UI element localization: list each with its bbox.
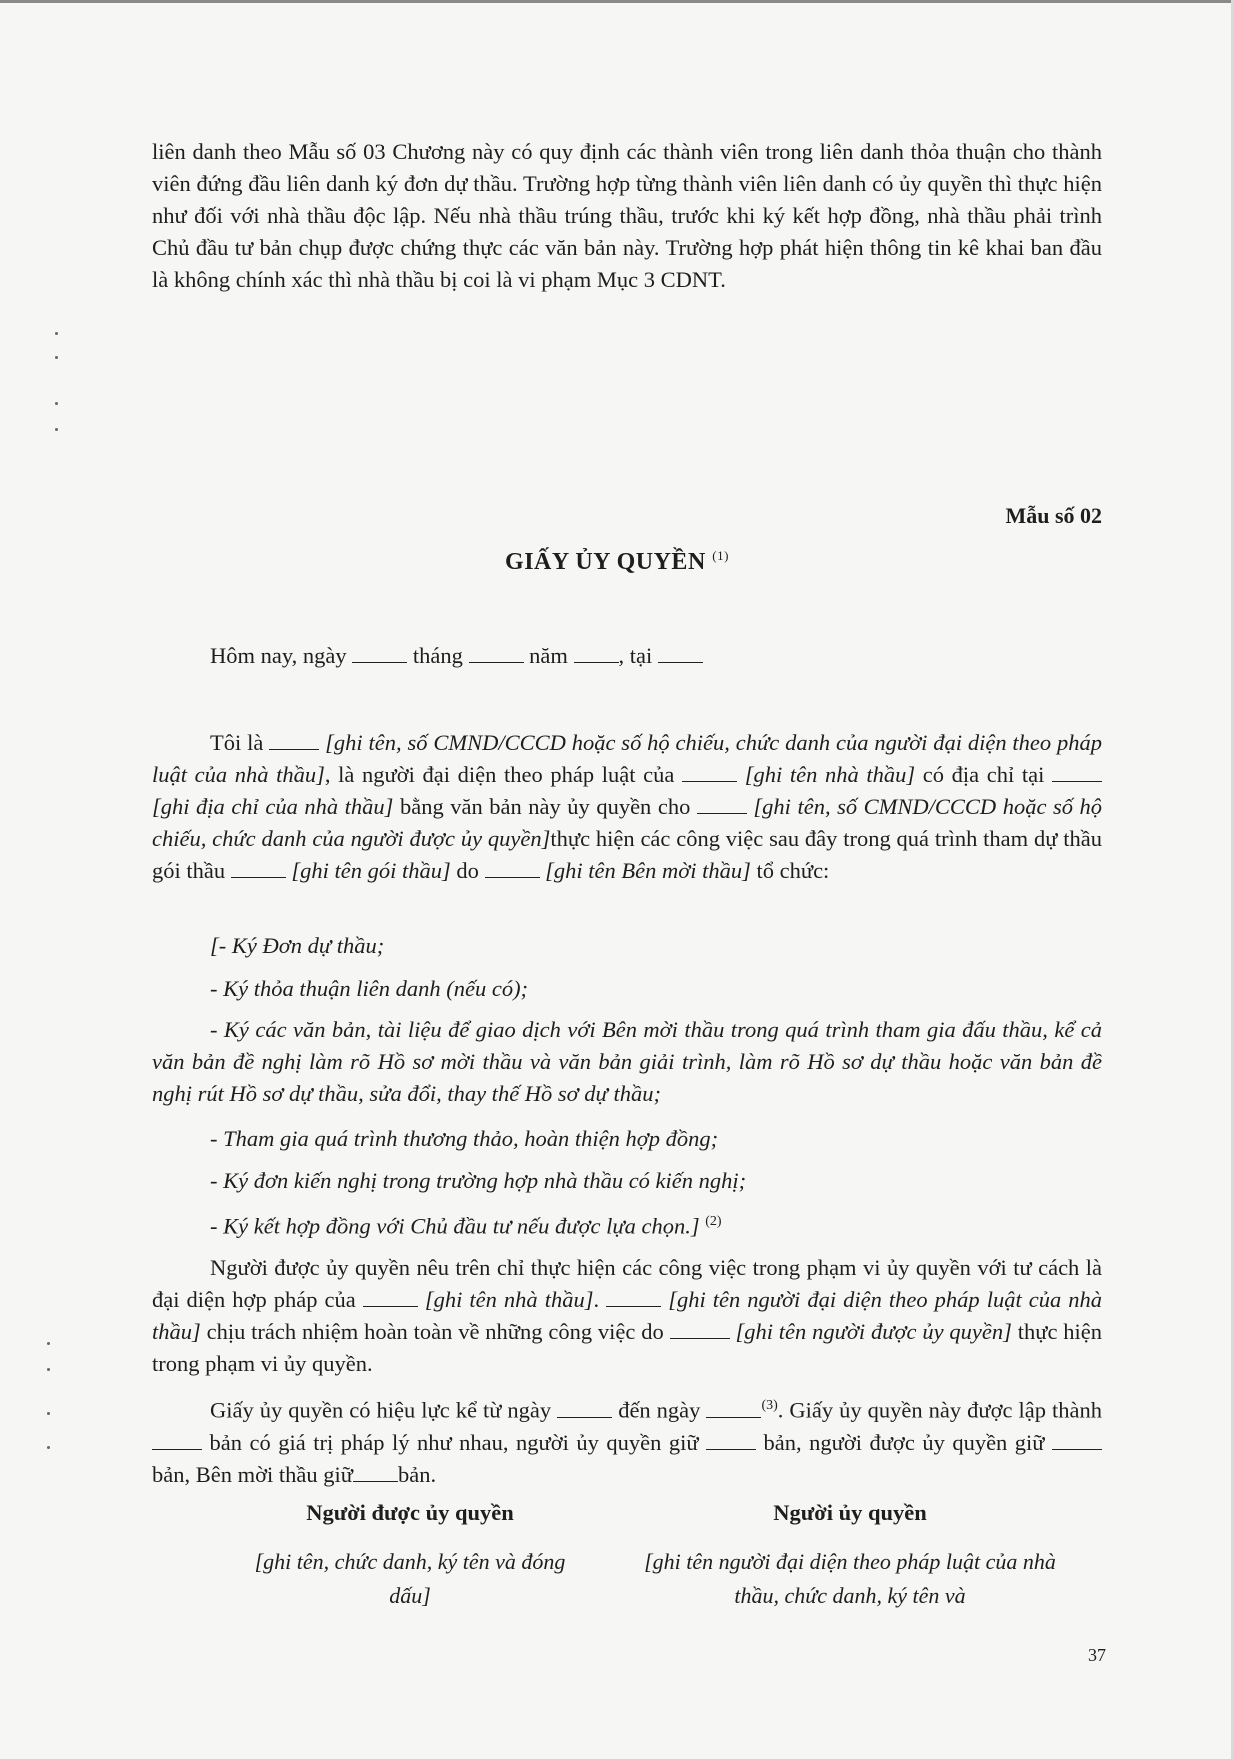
footnote-ref: (2) (705, 1214, 722, 1229)
blank-line (485, 857, 540, 878)
placeholder-text: [ghi tên, số CMND/CCCD hoặc số hộ chiếu, chức danh của người đại diện theo pháp luật của nhà thầu] (152, 730, 1103, 787)
text-span: thực hiện các công việc sau đây trong quá trình tham dự thầu gói thầu (152, 826, 1102, 883)
text-span: có địa chỉ tại (915, 762, 1045, 787)
authorizer-signature (640, 1497, 1060, 1613)
blank-line (557, 1397, 612, 1418)
placeholder-text: [ghi tên Bên mời thầu] (545, 858, 751, 883)
list-item: - Tham gia quá trình thương thảo, hoàn thiện hợp đồng; (210, 1126, 719, 1151)
text-span: do (450, 858, 479, 883)
page-top-edge (0, 0, 1234, 3)
list-item: - Ký thỏa thuận liên danh (nếu có); (210, 976, 529, 1001)
form-number: Mẫu số 02 (1005, 503, 1102, 528)
document-title (0, 548, 1234, 576)
page-number: 37 (1088, 1645, 1106, 1665)
placeholder-text: [ghi tên nhà thầu] (424, 1287, 594, 1312)
blank-line (269, 729, 319, 750)
blank-line (1052, 1429, 1102, 1450)
blank-line (697, 793, 747, 814)
blank-line (670, 1318, 730, 1339)
placeholder-text: [ghi địa chỉ của nhà thầu] (152, 794, 394, 819)
intro-paragraph: liên danh theo Mẫu số 03 Chương này có quy định các thành viên trong liên danh thỏa thuận cho thành viên đứng đầu liên danh ký đơn dự thầu. Trường hợp từng thành viên liên danh có ủy quyền thì thực hiện như đối với nhà thầu độc lập. Nếu nhà thầu trúng thầu, trước khi ký kết hợp đồng, nhà thầu phải trình Chủ đầu tư bản chụp được chứng thực các văn bản này. Trường hợp phát hiện thông tin kê khai ban đầu là không chính xác thì nhà thầu bị coi là vi phạm Mục 3 CDNT. (152, 139, 1102, 292)
blank-line (1052, 761, 1102, 782)
blank-line (231, 857, 286, 878)
list-item-text: - Ký kết hợp đồng với Chủ đầu tư nếu được lựa chọn.] (210, 1213, 700, 1239)
text-span: bằng văn bản này ủy quyền cho (393, 794, 691, 819)
text-span: bản, người được ủy quyền giữ (763, 1429, 1045, 1455)
validity-paragraph (152, 1390, 1102, 1491)
text-span: , là người đại diện theo pháp luật của (324, 762, 675, 787)
scope-paragraph (152, 1252, 1102, 1380)
blank-line (682, 761, 737, 782)
text-span: Người được ủy quyền nêu trên chỉ thực hiện các công việc trong phạm vi ủy quyền với tư cách là đại diện hợp pháp của (152, 1255, 1102, 1312)
blank-line (363, 1286, 418, 1307)
text-span: bản. (397, 1461, 437, 1487)
text-span: bản có giá trị pháp lý như nhau, người ủy quyền giữ (209, 1429, 699, 1455)
footnote-ref: (3) (761, 1398, 778, 1413)
text-span: chịu trách nhiệm hoàn toàn về những công việc do (200, 1319, 664, 1344)
blank-line (353, 1461, 398, 1482)
placeholder-text: [ghi tên người đại diện theo pháp luật của nhà thầu] (152, 1287, 1103, 1344)
list-item: - Ký các văn bản, tài liệu để giao dịch với Bên mời thầu trong quá trình tham gia đấu thầu, kể cả văn bản đề nghị làm rõ Hồ sơ mời thầu và văn bản giải trình, làm rõ Hồ sơ dự thầu hoặc văn bản đề nghị rút Hồ sơ dự thầu, sửa đổi, thay thế Hồ sơ dự thầu; (152, 1017, 1102, 1106)
text-span: đến ngày (618, 1397, 701, 1423)
day-blank (352, 642, 407, 663)
signature-instruction: [ghi tên người đại diện theo pháp luật của nhà thầu, chức danh, ký tên và (644, 1549, 1056, 1608)
placeholder-text: [ghi tên gói thầu] (291, 858, 451, 883)
year-label: năm (529, 643, 568, 668)
list-item: - Ký đơn kiến nghị trong trường hợp nhà thầu có kiến nghị; (210, 1168, 747, 1193)
text-span: . Giấy ủy quyền này được lập thành (777, 1397, 1103, 1423)
month-label: tháng (412, 643, 463, 668)
authorization-paragraph (152, 727, 1102, 887)
text-span: thực hiện trong phạm vi ủy quyền. (152, 1319, 1103, 1376)
place-blank (658, 642, 703, 663)
text-span: tổ chức: (750, 858, 830, 883)
text-span: . (593, 1287, 600, 1312)
title-text: GIẤY ỦY QUYỀN (505, 549, 706, 575)
text-span: bản, Bên mời thầu giữ (152, 1461, 353, 1487)
date-line (210, 640, 703, 672)
authorized-person-signature (240, 1497, 580, 1613)
signature-heading: Người ủy quyền (773, 1500, 927, 1525)
date-label: Hôm nay, ngày (210, 643, 347, 668)
signature-instruction: [ghi tên, chức danh, ký tên và đóng dấu] (254, 1549, 566, 1608)
list-item (210, 1206, 1102, 1243)
text-span: Tôi là (210, 730, 264, 755)
blank-line (706, 1397, 761, 1418)
placeholder-text: [ghi tên nhà thầu] (744, 762, 916, 787)
blank-line (706, 1429, 756, 1450)
list-item: [- Ký Đơn dự thầu; (210, 933, 385, 958)
title-footnote-ref: (1) (712, 548, 729, 563)
placeholder-text: [ghi tên, số CMND/CCCD hoặc số hộ chiếu, chức danh của người được ủy quyền] (152, 794, 1103, 851)
place-label: , tại (618, 643, 653, 668)
month-blank (469, 642, 524, 663)
blank-line (606, 1286, 661, 1307)
signature-heading: Người được ủy quyền (306, 1500, 514, 1525)
text-span: Giấy ủy quyền có hiệu lực kể từ ngày (210, 1397, 552, 1423)
year-blank (574, 642, 619, 663)
blank-line (152, 1429, 202, 1450)
placeholder-text: [ghi tên người được ủy quyền] (735, 1319, 1012, 1344)
